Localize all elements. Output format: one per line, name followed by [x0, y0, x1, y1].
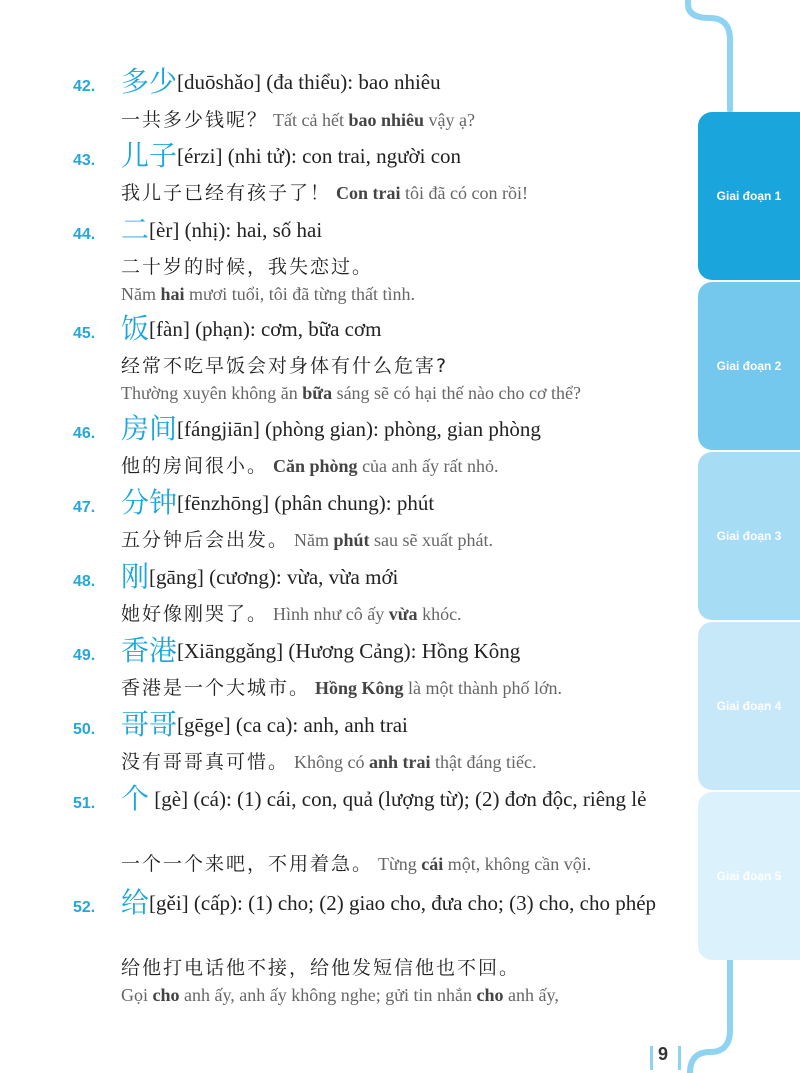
definition: [gāng] (cương): vừa, vừa mới	[149, 565, 399, 589]
example-chinese: 没有哥哥真可惜。	[121, 751, 290, 773]
entry-headword	[121, 886, 671, 919]
example-chinese-line	[121, 353, 448, 379]
example-vietnamese: Hồng Kông là một thành phố lớn.	[315, 678, 563, 698]
entry-number: 47.	[73, 499, 96, 516]
hanzi: 二	[121, 213, 150, 246]
definition: [fēnzhōng] (phân chung): phút	[177, 491, 435, 515]
example-vietnamese: Gọi cho anh ấy, anh ấy không nghe; gửi tin nhắn cho anh ấy,	[121, 985, 559, 1005]
example-chinese: 经常不吃早饭会对身体有什么危害?	[121, 355, 449, 377]
tab-stage-4[interactable]: Giai đoạn 4	[698, 622, 800, 790]
example-vietnamese: Con trai tôi đã có con rồi!	[336, 183, 528, 203]
entry-number: 51.	[73, 795, 96, 812]
example-chinese: 给他打电话他不接，给他发短信他也不回。	[121, 957, 521, 979]
example	[121, 107, 475, 133]
entry-number: 43.	[73, 152, 96, 169]
entry-headword	[121, 213, 680, 246]
entry-number: 49.	[73, 647, 96, 664]
entry-number: 42.	[73, 78, 96, 95]
tab-stage-1[interactable]: Giai đoạn 1	[698, 112, 800, 280]
example-vietnamese: Căn phòng của anh ấy rất nhỏ.	[273, 456, 499, 476]
entry-headword	[121, 560, 680, 593]
definition: [érzi] (nhi tử): con trai, người con	[177, 144, 462, 168]
tab-stage-3[interactable]: Giai đoạn 3	[698, 452, 800, 620]
example-chinese: 一共多少钱呢？	[121, 109, 269, 131]
definition: [gěi] (cấp): (1) cho; (2) giao cho, đưa cho; (3) cho, cho phép	[149, 891, 657, 915]
entry-headword	[121, 708, 680, 741]
example	[121, 851, 591, 877]
entry-number: 50.	[73, 721, 96, 738]
example	[121, 675, 562, 701]
example-chinese: 香港是一个大城市。	[121, 677, 311, 699]
example-chinese: 二十岁的时候，我失恋过。	[121, 256, 374, 278]
entry-headword	[121, 139, 680, 172]
example	[121, 749, 537, 775]
definition: [duōshǎo] (đa thiểu): bao nhiêu	[177, 70, 441, 94]
hanzi: 哥哥	[121, 708, 178, 741]
example	[121, 180, 528, 206]
entry-headword	[121, 65, 680, 98]
page-number-bar-left	[650, 1046, 653, 1070]
entry-number: 45.	[73, 325, 96, 342]
example-chinese: 她好像刚哭了。	[121, 603, 269, 625]
hanzi: 刚	[121, 560, 150, 593]
hanzi: 房间	[121, 412, 178, 445]
hanzi: 饭	[121, 312, 150, 345]
entry-headword	[121, 412, 680, 445]
hanzi: 个	[121, 782, 150, 815]
page-number-bar-right	[678, 1046, 681, 1070]
example-chinese: 我儿子已经有孩子了！	[121, 182, 332, 204]
example-vietnamese: Thường xuyên không ăn bữa sáng sẽ có hại thế nào cho cơ thể?	[121, 383, 581, 403]
entry-number: 52.	[73, 899, 96, 916]
hanzi: 香港	[121, 634, 178, 667]
example-vietnamese: Năm phút sau sẽ xuất phát.	[294, 530, 494, 550]
definition: [gè] (cá): (1) cái, con, quả (lượng từ); (2) đơn độc, riêng lẻ	[149, 787, 647, 811]
hanzi: 给	[121, 886, 150, 919]
example-chinese: 五分钟后会出发。	[121, 529, 290, 551]
example	[121, 527, 493, 553]
hanzi: 多少	[121, 65, 178, 98]
page-number: 9	[658, 1044, 669, 1064]
example-chinese: 他的房间很小。	[121, 455, 269, 477]
example-vietnamese: Từng cái một, không cần vội.	[378, 854, 592, 874]
example-vietnamese: Hình như cô ấy vừa khóc.	[273, 604, 462, 624]
example-vietnamese: Năm hai mươi tuổi, tôi đã từng thất tình.	[121, 284, 416, 304]
definition: [fàn] (phạn): cơm, bữa cơm	[149, 317, 382, 341]
entry-headword	[121, 486, 680, 519]
definition: [fángjiān] (phòng gian): phòng, gian phòng	[177, 417, 541, 441]
hanzi: 分钟	[121, 486, 178, 519]
definition: [gēge] (ca ca): anh, anh trai	[177, 713, 408, 737]
example-chinese-line	[121, 955, 520, 981]
example-vietnamese: Tất cả hết bao nhiêu vậy ạ?	[273, 110, 475, 130]
example	[121, 601, 462, 627]
entry-number: 48.	[73, 573, 96, 590]
entry-headword	[121, 634, 680, 667]
example-chinese-line	[121, 254, 373, 280]
definition: [Xiānggǎng] (Hương Cảng): Hồng Kông	[177, 639, 521, 663]
entry-headword	[121, 312, 680, 345]
entry-headword	[121, 782, 671, 815]
example-vietnamese: Không có anh trai thật đáng tiếc.	[294, 752, 537, 772]
hanzi: 儿子	[121, 139, 178, 172]
tab-stage-2[interactable]: Giai đoạn 2	[698, 282, 800, 450]
definition: [èr] (nhị): hai, số hai	[149, 218, 323, 242]
entry-number: 46.	[73, 425, 96, 442]
example	[121, 453, 499, 479]
entry-number: 44.	[73, 226, 96, 243]
tab-stage-5[interactable]: Giai đoạn 5	[698, 792, 800, 960]
example-chinese: 一个一个来吧，不用着急。	[121, 853, 374, 875]
